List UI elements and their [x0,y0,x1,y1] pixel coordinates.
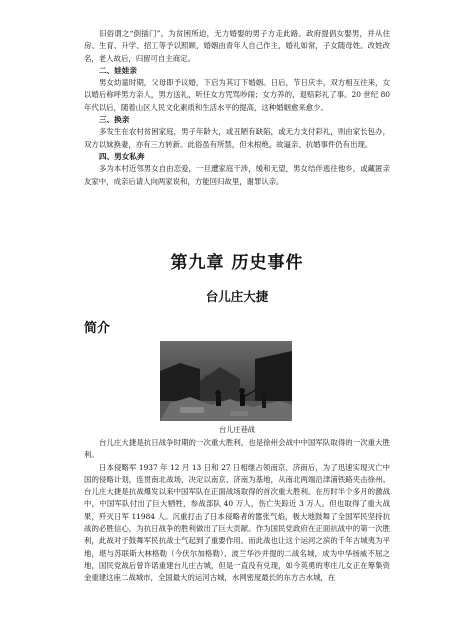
paragraph-section-3: 多发生在农村贫困家庭，男子年龄大，或丑陋有缺陷，或无力支付彩礼，则由家长包办，双方以妹换妻，亦有三方转新。此俗虽有所禁，但未根绝，故逼亲、抗婚事件仍有出现。 [84,127,390,149]
photo-caption: 台儿庄巷战 [219,425,255,434]
paragraph-section-2: 男女幼童时期，父母即予议婚，下启为其订下婚姻。日后，节日庆丰，双方相互往来，女以婚后称呼男方亲人，男方送礼，听任女方咒骂吵闹；女方养的，退赔彩礼了事。20 世纪 80 年代以后，随着山区人民文化素质和生活水平的提高，这种婚姻愈来愈少。 [84,78,390,112]
paragraph-intro: 旧俗谓之“倒插门”。为贫困所迫，无力婚娶的男子方走此路。政府提倡女娶男，并从住房、生育、升学、招工等予以照顾，婚姻由青年人自己作主，婚礼如常，子女随母姓。改姓改名，老人故后，归留可自主商定。 [84,29,390,63]
paragraph-section-4: 多为本村近邻男女自由恋爱，一旦遭家庭干涉，缓和无望，男女结伴逃往他乡，或藏匿亲友家中，成亲后请人向两家说和，方能回归故里，谢罪认亲。 [84,164,390,186]
event-title: 台儿庄大捷 [205,289,269,304]
battle-photo [160,341,292,421]
main-text [84,437,390,585]
chapter-title: 第九章 历史事件 [170,253,304,273]
intro-heading: 简介 [84,321,111,336]
battle-photo-icon [160,341,292,421]
paragraph-main-1: 台儿庄大捷是抗日战争时期的一次重大胜利，也是徐州会战中中国军队取得的一次重大胜利。 [84,438,390,460]
section-heading-3: 三、换亲 [99,115,130,125]
top-section [84,28,390,188]
section-heading-2: 二、娃娃亲 [99,65,137,75]
paragraph-main-2: 日本侵略军 1937 年 12 月 13 日和 27 日相继占领南京、济南后，为了迅速实现灭亡中国的侵略计划，连贯南北战场，决定以南京、济南为基地，从南北两端沿津浦铁路夹击徐州。台儿庄大捷是抗战爆发以来中国军队在正面战场取得的首次重大胜利。在历时半个多月的激战中，中国军队付出了巨大牺牲，参战部队 40 万人，伤亡失踪近 3 万人。但也取得了重大战果，歼灭日军 11984 人。沉重打击了日本侵略者的嚣张气焰，极大地鼓舞了全国军民坚持抗战的必胜信心，为抗日战争的胜利做出了巨大贡献。作为国民党政府在正面抗战中的第一次胜利，此战对于鼓舞军民抗战士气起到了重要作用。而此战也让这个运河之滨的千年古城夷为平地，堪与苏联斯大林格勒（今伏尔加格勒）、波兰华沙并提的二战名城，成为中华扬威不屈之地，国民党战后曾许诺重建台儿庄古城，但是一直没有兑现，如今英勇的枣庄儿女正在筹集资金重建这座二战城市，全国最大的运河古城，水网密度最长的东方古水城，在 [84,462,390,583]
section-heading-4: 四、男女私奔 [99,151,145,161]
